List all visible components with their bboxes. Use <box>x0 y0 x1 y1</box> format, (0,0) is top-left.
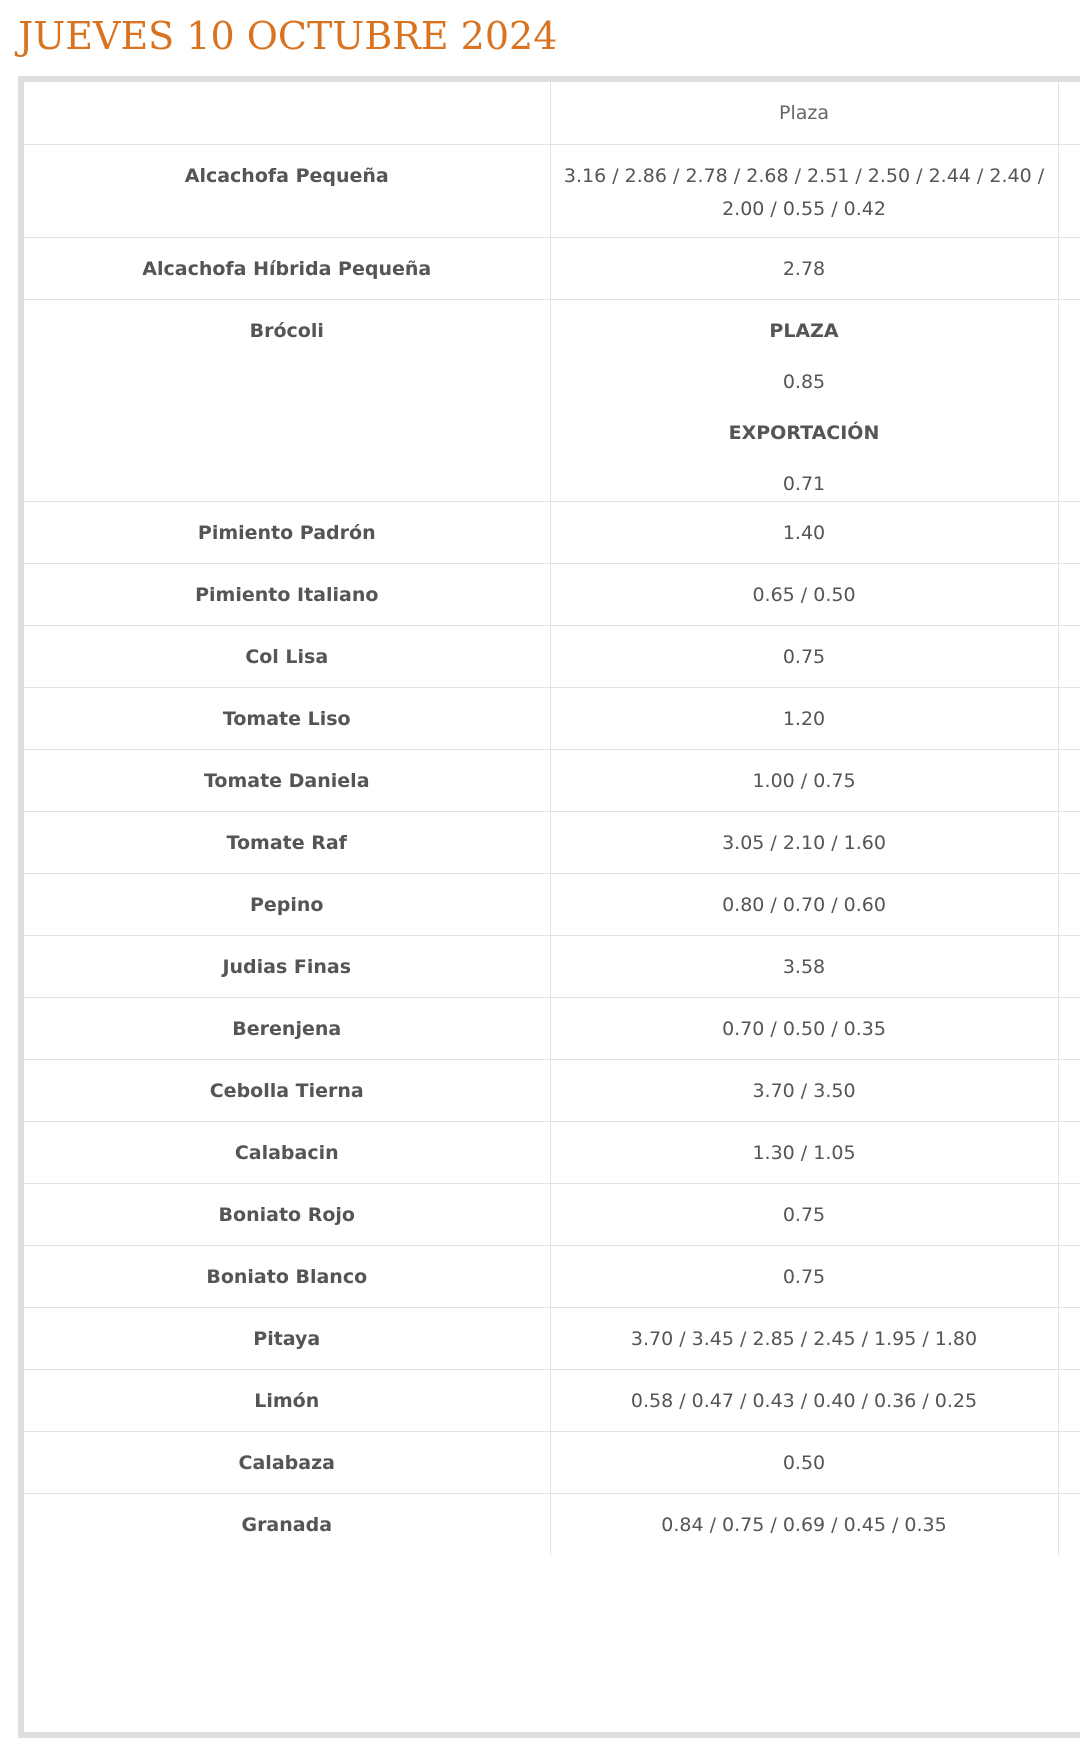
product-prices: 3.16 / 2.86 / 2.78 / 2.68 / 2.51 / 2.50 / 2.44 / 2.40 / 2.00 / 0.55 / 0.42 <box>550 144 1058 237</box>
table-row <box>24 873 1080 935</box>
table-row <box>24 1121 1080 1183</box>
product-name: Granada <box>24 1493 550 1555</box>
extra-cell <box>1058 687 1080 749</box>
extra-cell <box>1058 501 1080 563</box>
table-row <box>24 935 1080 997</box>
table-header-row <box>24 82 1080 144</box>
product-prices: 0.84 / 0.75 / 0.69 / 0.45 / 0.35 <box>550 1493 1058 1555</box>
extra-cell <box>1058 144 1080 237</box>
extra-cell <box>1058 749 1080 811</box>
extra-cell <box>1058 1183 1080 1245</box>
product-name: Boniato Rojo <box>24 1183 550 1245</box>
export-subheading: EXPORTACIÓN <box>728 421 880 444</box>
product-prices: 0.75 <box>550 1245 1058 1307</box>
product-name: Alcachofa Híbrida Pequeña <box>24 237 550 299</box>
extra-cell <box>1058 811 1080 873</box>
product-prices: 0.80 / 0.70 / 0.60 <box>550 873 1058 935</box>
table-row <box>24 749 1080 811</box>
table-row <box>24 1493 1080 1555</box>
product-name: Pimiento Italiano <box>24 563 550 625</box>
plaza-price: 0.85 <box>782 370 826 393</box>
extra-cell <box>1058 873 1080 935</box>
table-row <box>24 1307 1080 1369</box>
extra-cell <box>1058 1245 1080 1307</box>
product-name: Tomate Raf <box>24 811 550 873</box>
product-name: Cebolla Tierna <box>24 1059 550 1121</box>
extra-cell <box>1058 299 1080 501</box>
product-prices: 3.05 / 2.10 / 1.60 <box>550 811 1058 873</box>
table-row <box>24 237 1080 299</box>
product-prices: 0.70 / 0.50 / 0.35 <box>550 997 1058 1059</box>
product-prices: 2.78 <box>550 237 1058 299</box>
product-name: Berenjena <box>24 997 550 1059</box>
product-prices: 1.30 / 1.05 <box>550 1121 1058 1183</box>
product-prices: 1.20 <box>550 687 1058 749</box>
table-row <box>24 811 1080 873</box>
extra-cell <box>1058 1059 1080 1121</box>
product-prices: 0.65 / 0.50 <box>550 563 1058 625</box>
header-plaza: Plaza <box>550 82 1058 144</box>
page-title: JUEVES 10 OCTUBRE 2024 <box>18 14 558 58</box>
product-name: Col Lisa <box>24 625 550 687</box>
product-prices-split <box>550 299 1058 501</box>
plaza-subheading: PLAZA <box>769 319 839 342</box>
price-table <box>24 82 1080 1555</box>
header-product <box>24 82 550 144</box>
extra-cell <box>1058 237 1080 299</box>
product-prices: 0.50 <box>550 1431 1058 1493</box>
extra-cell <box>1058 1121 1080 1183</box>
product-name: Calabaza <box>24 1431 550 1493</box>
table-row <box>24 1183 1080 1245</box>
product-name: Calabacin <box>24 1121 550 1183</box>
product-prices: 1.40 <box>550 501 1058 563</box>
table-row <box>24 144 1080 237</box>
extra-cell <box>1058 997 1080 1059</box>
product-prices: 0.58 / 0.47 / 0.43 / 0.40 / 0.36 / 0.25 <box>550 1369 1058 1431</box>
extra-cell <box>1058 1369 1080 1431</box>
product-prices: 3.70 / 3.45 / 2.85 / 2.45 / 1.95 / 1.80 <box>550 1307 1058 1369</box>
table-row <box>24 1245 1080 1307</box>
table-row <box>24 997 1080 1059</box>
product-name: Tomate Liso <box>24 687 550 749</box>
product-name: Brócoli <box>24 299 550 501</box>
price-table-container[interactable] <box>18 76 1080 1738</box>
extra-cell <box>1058 563 1080 625</box>
extra-cell <box>1058 1493 1080 1555</box>
table-row <box>24 299 1080 501</box>
product-name: Limón <box>24 1369 550 1431</box>
product-name: Alcachofa Pequeña <box>24 144 550 237</box>
extra-cell <box>1058 935 1080 997</box>
table-row <box>24 563 1080 625</box>
table-row <box>24 1059 1080 1121</box>
product-prices: 1.00 / 0.75 <box>550 749 1058 811</box>
table-row <box>24 501 1080 563</box>
product-name: Pitaya <box>24 1307 550 1369</box>
table-row <box>24 687 1080 749</box>
product-name: Pepino <box>24 873 550 935</box>
export-price: 0.71 <box>782 472 826 495</box>
product-name: Judias Finas <box>24 935 550 997</box>
table-row <box>24 625 1080 687</box>
product-name: Tomate Daniela <box>24 749 550 811</box>
table-row <box>24 1431 1080 1493</box>
product-name: Pimiento Padrón <box>24 501 550 563</box>
product-name: Boniato Blanco <box>24 1245 550 1307</box>
product-prices: 0.75 <box>550 625 1058 687</box>
product-prices: 0.75 <box>550 1183 1058 1245</box>
extra-cell <box>1058 1307 1080 1369</box>
extra-cell <box>1058 625 1080 687</box>
header-extra <box>1058 82 1080 144</box>
extra-cell <box>1058 1431 1080 1493</box>
table-row <box>24 1369 1080 1431</box>
product-prices: 3.58 <box>550 935 1058 997</box>
product-prices: 3.70 / 3.50 <box>550 1059 1058 1121</box>
